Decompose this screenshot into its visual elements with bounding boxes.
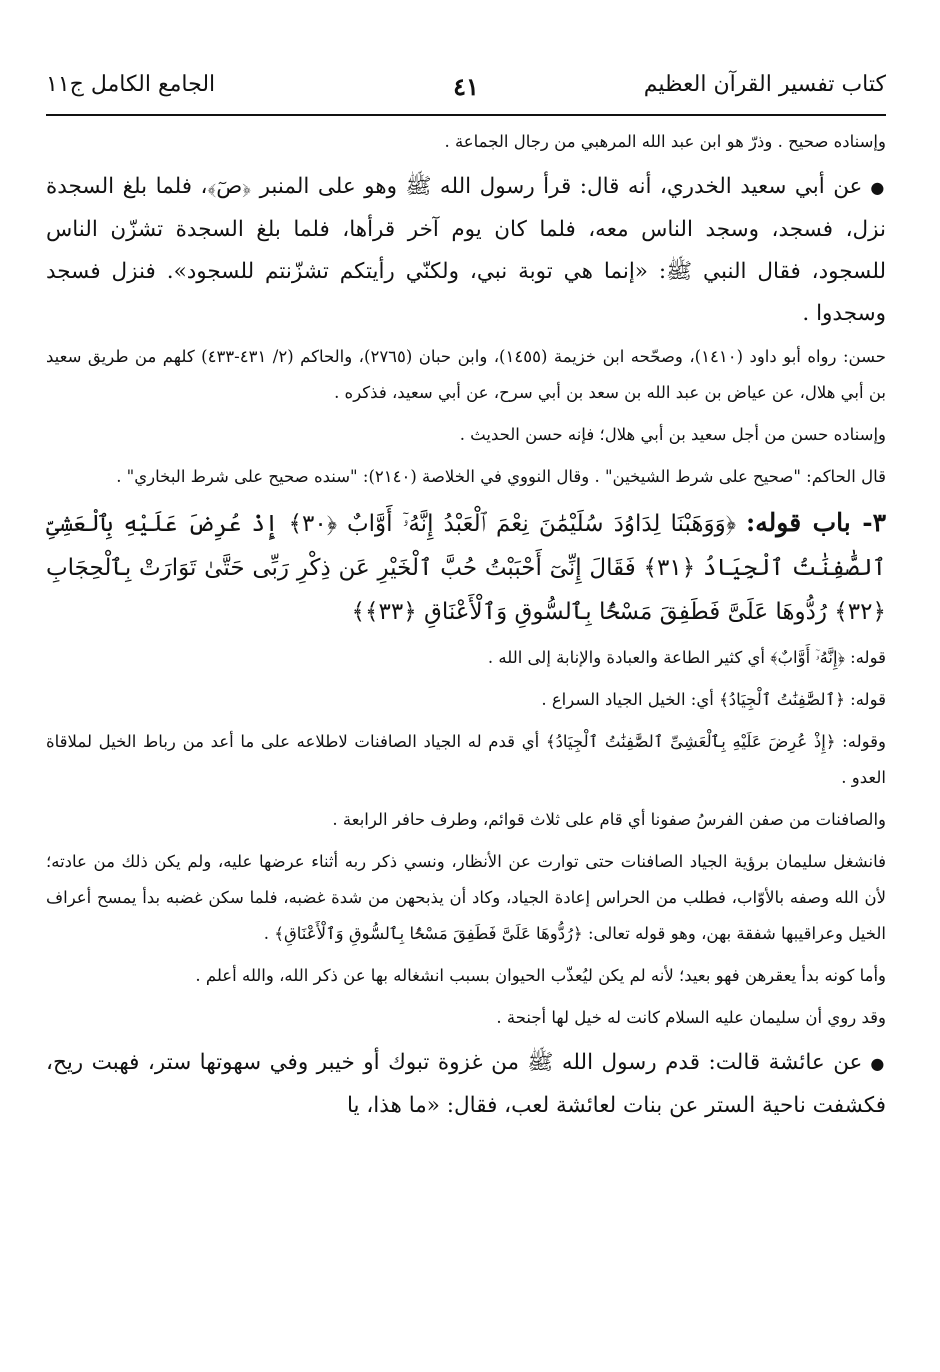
chapter-heading	[46, 501, 886, 634]
tafsir-paragraph: قوله: ﴿إِنَّهُۥٓ أَوَّابٌ﴾ أي كثير الطاعة والعبادة والإنابة إلى الله .	[487, 648, 886, 667]
hadith-paragraph: ● عن أبي سعيد الخدري، أنه قال: قرأ رسول الله ﷺ وهو على المنبر ﴿صٓ﴾، فلما بلغ السجدة نزل، فسجد، وسجد الناس معه، فلما كان يوم آخر قرأها، فلما بلغ السجدة تشزّن الناس للسجود، فقال النبي ﷺ: «إنما هي توبة نبي، ولكنّي رأيتكم تشزّنتم للسجود». فنزل فسجد وسجدوا .	[46, 166, 886, 335]
chapter-label: ٣- باب قوله:	[746, 508, 887, 537]
paragraph: قال الحاكم: "صحيح على شرط الشيخين" . وقال النووي في الخلاصة (٢١٤٠): "سنده صحيح على شرط البخاري" .	[116, 467, 886, 486]
volume-title: الجامع الكامل ج١١	[46, 72, 216, 97]
page-header	[46, 58, 886, 116]
tafsir-paragraph: وقوله: ﴿إِذْ عُرِضَ عَلَيْهِ بِٱلْعَشِىِّ ٱلصَّٰفِنَٰتُ ٱلْجِيَادُ﴾ أي قدم له الجياد الصافنات لاطلاعه على ما أعد من رباط الخيل لملاقاة العدو .	[46, 732, 886, 787]
page-number: ٤١	[453, 72, 479, 101]
page-content	[46, 116, 886, 1127]
tafsir-paragraph: قوله: ﴿ٱلصَّٰفِنَٰتُ ٱلْجِيَادُ﴾ أي: الخيل الجياد السراع .	[541, 690, 886, 709]
tafsir-paragraph: وأما كونه بدأ يعقرهن فهو بعيد؛ لأنه لم يكن ليُعذّب الحيوان بسبب انشغاله بها عن ذكر الله، والله أعلم .	[195, 966, 886, 985]
takhrij-paragraph: حسن: رواه أبو داود (١٤١٠)، وصحّحه ابن خزيمة (١٤٥٥)، وابن حبان (٢٧٦٥)، والحاكم (٢/ ٤٣١-٤٣٣) كلهم من طريق سعيد بن أبي هلال، عن عياض بن عبد الله بن سعد بن أبي سرح، عن أبي سعيد، فذكره .	[46, 347, 886, 402]
quran-verse: ﴿وَوَهَبْنَا لِدَاوُدَ سُلَيْمَٰنَ نِعْمَ ٱلْعَبْدُ إِنَّهُۥٓ أَوَّابٌ ﴿٣٠﴾ إِذْ عُرِضَ عَلَيْهِ بِٱلْعَشِىِّ ٱلصَّٰفِنَٰتُ ٱلْجِيَادُ ﴿٣١﴾ فَقَالَ إِنِّىٓ أَحْبَبْتُ حُبَّ ٱلْخَيْرِ عَن ذِكْرِ رَبِّى حَتَّىٰ تَوَارَتْ بِٱلْحِجَابِ ﴿٣٢﴾ رُدُّوهَا عَلَىَّ فَطَفِقَ مَسْحًۢا بِٱلسُّوقِ وَٱلْأَعْنَاقِ ﴿٣٣﴾﴾	[46, 511, 887, 625]
hadith-paragraph: ● عن عائشة قالت: قدم رسول الله ﷺ من غزوة تبوك أو خيبر وفي سهوتها ستر، فهبت ريح، فكشفت ناحية الستر عن بنات لعائشة لعب، فقال: «ما هذا، يا	[46, 1042, 886, 1127]
tafsir-paragraph: والصافنات من صفن الفرسُ صفونا أي قام على ثلاث قوائم، وطرف حافر الرابعة .	[332, 810, 886, 829]
paragraph: وإسناده حسن من أجل سعيد بن أبي هلال؛ فإنه حسن الحديث .	[459, 425, 886, 444]
tafsir-paragraph: فانشغل سليمان برؤية الجياد الصافنات حتى توارت عن الأنظار، ونسي ذكر ربه أثناء عرضها عليه، ولم يكن ذلك من عادته؛ لأن الله وصفه بالأوّاب، فطلب من الحراس إعادة الجياد، وكاد أن يذبحهن من شدة غضبه، فلما سكن غضبه بدأ يمسح أعراف الخيل وعراقيبها شفقة بهن، وهو قوله تعالى: ﴿رُدُّوهَا عَلَىَّ فَطَفِقَ مَسْحًۢا بِٱلسُّوقِ وَٱلْأَعْنَاقِ﴾ .	[46, 852, 886, 943]
tafsir-paragraph: وقد روي أن سليمان عليه السلام كانت له خيل لها أجنحة .	[496, 1008, 886, 1027]
paragraph: وإسناده صحيح . وذرّ هو ابن عبد الله المرهبي من رجال الجماعة .	[444, 132, 886, 151]
book-title: كتاب تفسير القرآن العظيم	[643, 72, 886, 97]
